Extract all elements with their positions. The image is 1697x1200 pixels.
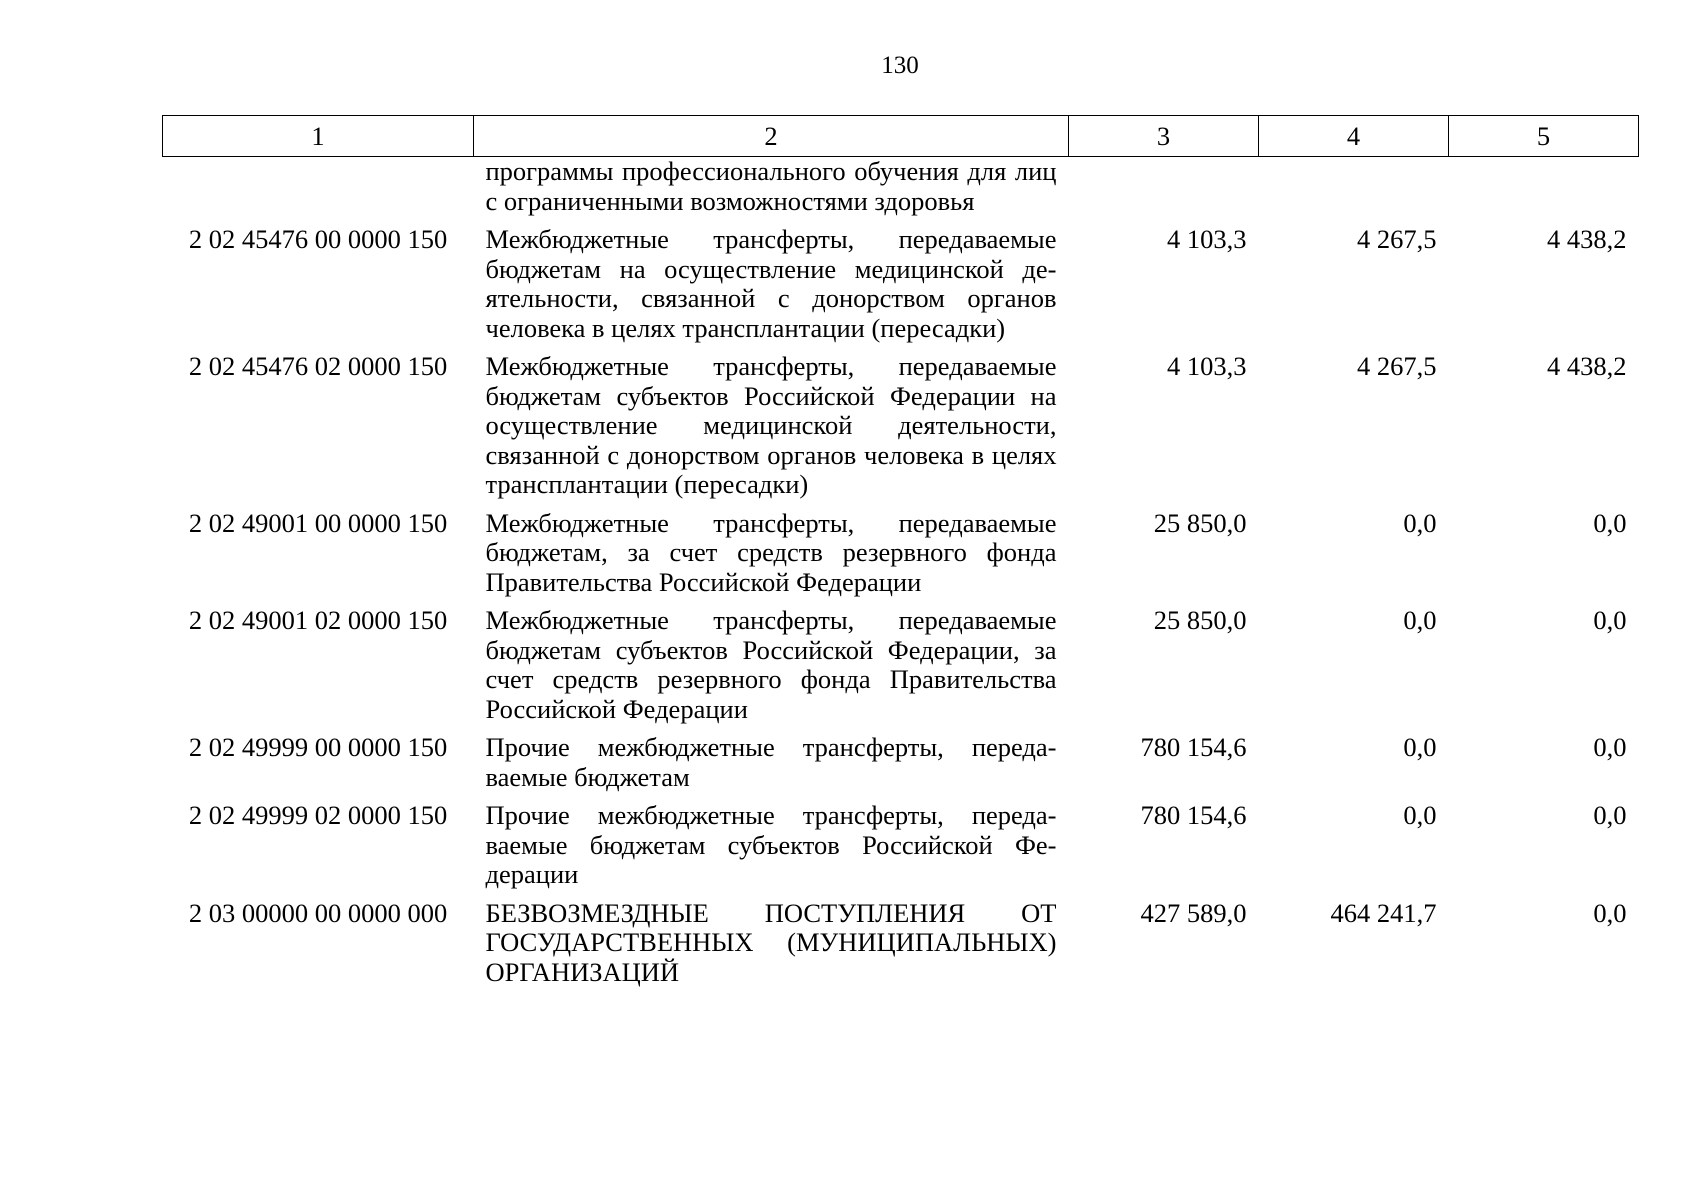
column-header-1: 1: [163, 116, 474, 157]
row-code: 2 03 00000 00 0000 000: [188, 897, 448, 928]
budget-table: [162, 115, 1639, 996]
row-value-5: 4 438,2: [1547, 351, 1627, 381]
row-value-3: 427 589,0: [1140, 897, 1247, 928]
row-value-5: 0,0: [1593, 897, 1627, 928]
row-code: 2 02 49001 02 0000 150: [188, 605, 448, 635]
row-value-5: 0,0: [1593, 800, 1627, 830]
row-value-3: 25 850,0: [1153, 507, 1247, 538]
row-value-3: [1069, 157, 1259, 226]
row-value-4: 0,0: [1403, 507, 1437, 538]
row-value-5: 0,0: [1593, 732, 1627, 762]
page-number: 130: [881, 52, 919, 79]
row-value-5: 0,0: [1593, 507, 1627, 538]
row-value-4: [1259, 157, 1449, 226]
row-name: Прочие межбюджетные трансферты, передаваемые бюджетам: [485, 732, 1057, 792]
table-header: [163, 116, 1639, 157]
row-code: [163, 157, 474, 226]
row-value-3: 25 850,0: [1153, 605, 1247, 635]
table-row: [163, 606, 1639, 733]
row-value-5: 4 438,2: [1547, 224, 1627, 254]
header-row: [163, 116, 1639, 157]
row-value-3: 780 154,6: [1140, 800, 1247, 830]
row-code: 2 02 45476 02 0000 150: [188, 351, 448, 381]
row-value-4: 0,0: [1403, 605, 1437, 635]
table-row: [163, 352, 1639, 509]
row-value-4: 0,0: [1403, 800, 1437, 830]
row-code: 2 02 49001 00 0000 150: [188, 507, 448, 538]
row-value-5: [1449, 157, 1639, 226]
table-row: [163, 509, 1639, 607]
row-code: 2 02 45476 00 0000 150: [188, 224, 448, 254]
table-row: [163, 801, 1639, 899]
column-header-3: 3: [1069, 116, 1259, 157]
row-code: 2 02 49999 00 0000 150: [188, 732, 448, 762]
row-name: Межбюджетные трансферты, передаваемые бюджетам субъектов Российской Федерации на осуществление медицинской деятельности, связанной с донорством органов человека в целях трансплантации (пересадки): [485, 351, 1057, 499]
row-name: программы профессионального обучения для лиц с ограниченными возможностями здоровья: [485, 156, 1057, 216]
table-body: [163, 157, 1639, 997]
row-value-3: 4 103,3: [1167, 351, 1247, 381]
row-name: Межбюджетные трансферты, передаваемые бюджетам на осуществление медицинской деятельности, связанной с донорством органов человека в целях трансплантации (пересадки): [485, 224, 1057, 343]
row-name: Межбюджетные трансферты, передаваемые бюджетам субъектов Российской Федерации, за счет средств резервного фонда Правительства Российской Федерации: [485, 605, 1057, 724]
row-name: Прочие межбюджетные трансферты, передаваемые бюджетам субъектов Российской Федерации: [485, 800, 1057, 889]
row-value-4: 4 267,5: [1357, 224, 1437, 254]
column-header-4: 4: [1259, 116, 1449, 157]
row-value-3: 4 103,3: [1167, 224, 1247, 254]
column-header-5: 5: [1449, 116, 1639, 157]
row-value-4: 4 267,5: [1357, 351, 1437, 381]
row-value-3: 780 154,6: [1140, 732, 1247, 762]
table-row: [163, 225, 1639, 352]
row-code: 2 02 49999 02 0000 150: [188, 800, 448, 830]
row-name: Межбюджетные трансферты, передаваемые бюджетам, за счет средств резервного фонда Правительства Российской Федерации: [485, 507, 1057, 597]
row-name: БЕЗВОЗМЕЗДНЫЕ ПОСТУПЛЕНИЯ ОТ ГОСУДАРСТВЕННЫХ (МУНИЦИПАЛЬНЫХ) ОРГАНИЗАЦИЙ: [485, 897, 1057, 987]
column-header-2: 2: [474, 116, 1069, 157]
row-value-5: 0,0: [1593, 605, 1627, 635]
row-value-4: 464 241,7: [1330, 897, 1437, 928]
table-row: [163, 733, 1639, 801]
table-row: [163, 899, 1639, 997]
table-row: [163, 157, 1639, 226]
row-value-4: 0,0: [1403, 732, 1437, 762]
